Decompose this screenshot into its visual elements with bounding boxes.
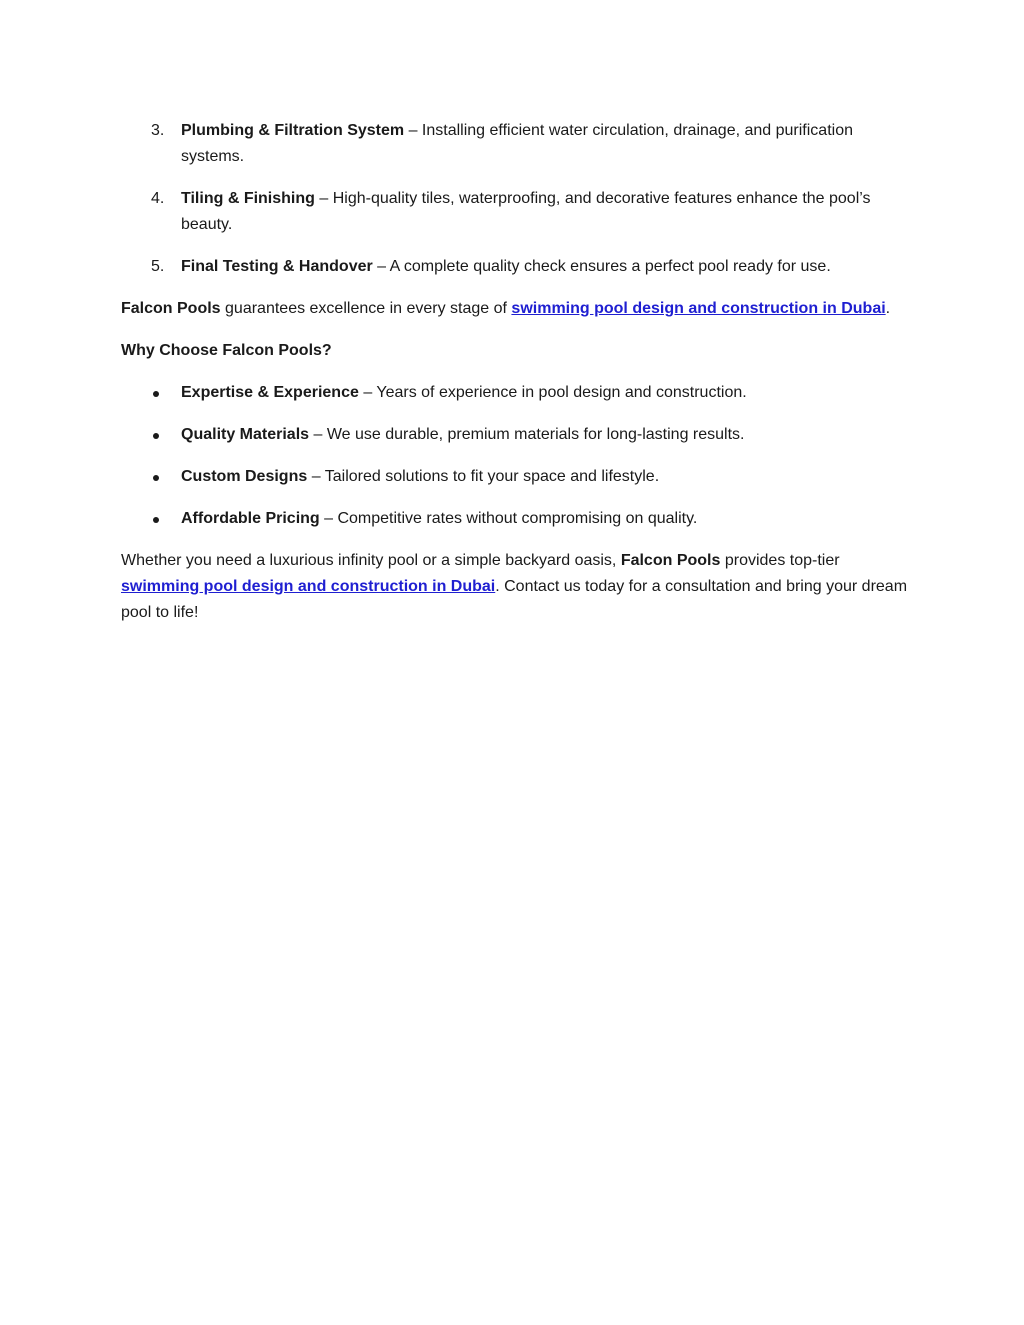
list-item-text: – High-quality tiles, waterproofing, and decorative features enhance the pool’s beauty.	[181, 190, 871, 233]
guarantee-end: .	[885, 300, 891, 317]
list-number: 4.	[151, 190, 165, 207]
bullet-icon	[153, 475, 159, 481]
bullet-icon	[153, 517, 159, 523]
bullet-icon	[153, 391, 159, 397]
list-item-text: – Installing efficient water circulation, drainage, and purification systems.	[181, 122, 853, 165]
list-item-testing	[121, 254, 911, 280]
brand-name: Falcon Pools	[121, 300, 221, 317]
why-heading: Why Choose Falcon Pools?	[121, 342, 332, 359]
list-number: 5.	[151, 258, 165, 275]
closing-intro: Whether you need a luxurious infinity pool or a simple backyard oasis,	[121, 552, 621, 569]
bullet-item-text: – Tailored solutions to fit your space and lifestyle.	[307, 468, 660, 485]
list-number: 3.	[151, 122, 165, 139]
bullet-item-quality	[121, 422, 911, 448]
service-link[interactable]: swimming pool design and construction in Dubai	[121, 578, 496, 595]
bullet-list	[121, 380, 911, 532]
bullet-item-expertise	[121, 380, 911, 406]
closing-mid: provides top-tier	[720, 552, 840, 569]
bullet-item-custom	[121, 464, 911, 490]
bullet-item-pricing	[121, 506, 911, 532]
bullet-item-title: Quality Materials	[181, 426, 310, 443]
closing-paragraph	[121, 548, 911, 626]
bullet-item-text: – Competitive rates without compromising on quality.	[319, 510, 698, 527]
guarantee-text: guarantees excellence in every stage of	[220, 300, 512, 317]
document-page	[121, 118, 911, 642]
brand-name: Falcon Pools	[620, 552, 721, 569]
list-item-plumbing	[121, 118, 911, 170]
bullet-item-title: Expertise & Experience	[181, 384, 359, 401]
service-link[interactable]: swimming pool design and construction in Dubai	[511, 300, 886, 317]
list-item-text: – A complete quality check ensures a perfect pool ready for use.	[372, 258, 831, 275]
list-item-tiling	[121, 186, 911, 238]
bullet-item-title: Custom Designs	[181, 468, 308, 485]
list-item-title: Plumbing & Filtration System	[181, 122, 405, 139]
bullet-item-text: – We use durable, premium materials for long-lasting results.	[309, 426, 745, 443]
bullet-item-title: Affordable Pricing	[181, 510, 320, 527]
guarantee-paragraph	[121, 296, 911, 322]
numbered-list	[121, 118, 911, 280]
bullet-item-text: – Years of experience in pool design and construction.	[358, 384, 747, 401]
list-item-title: Tiling & Finishing	[181, 190, 315, 207]
closing-end: . Contact us today for a consultation and bring your dream pool to life!	[121, 578, 908, 621]
list-item-title: Final Testing & Handover	[181, 258, 373, 275]
bullet-icon	[153, 433, 159, 439]
